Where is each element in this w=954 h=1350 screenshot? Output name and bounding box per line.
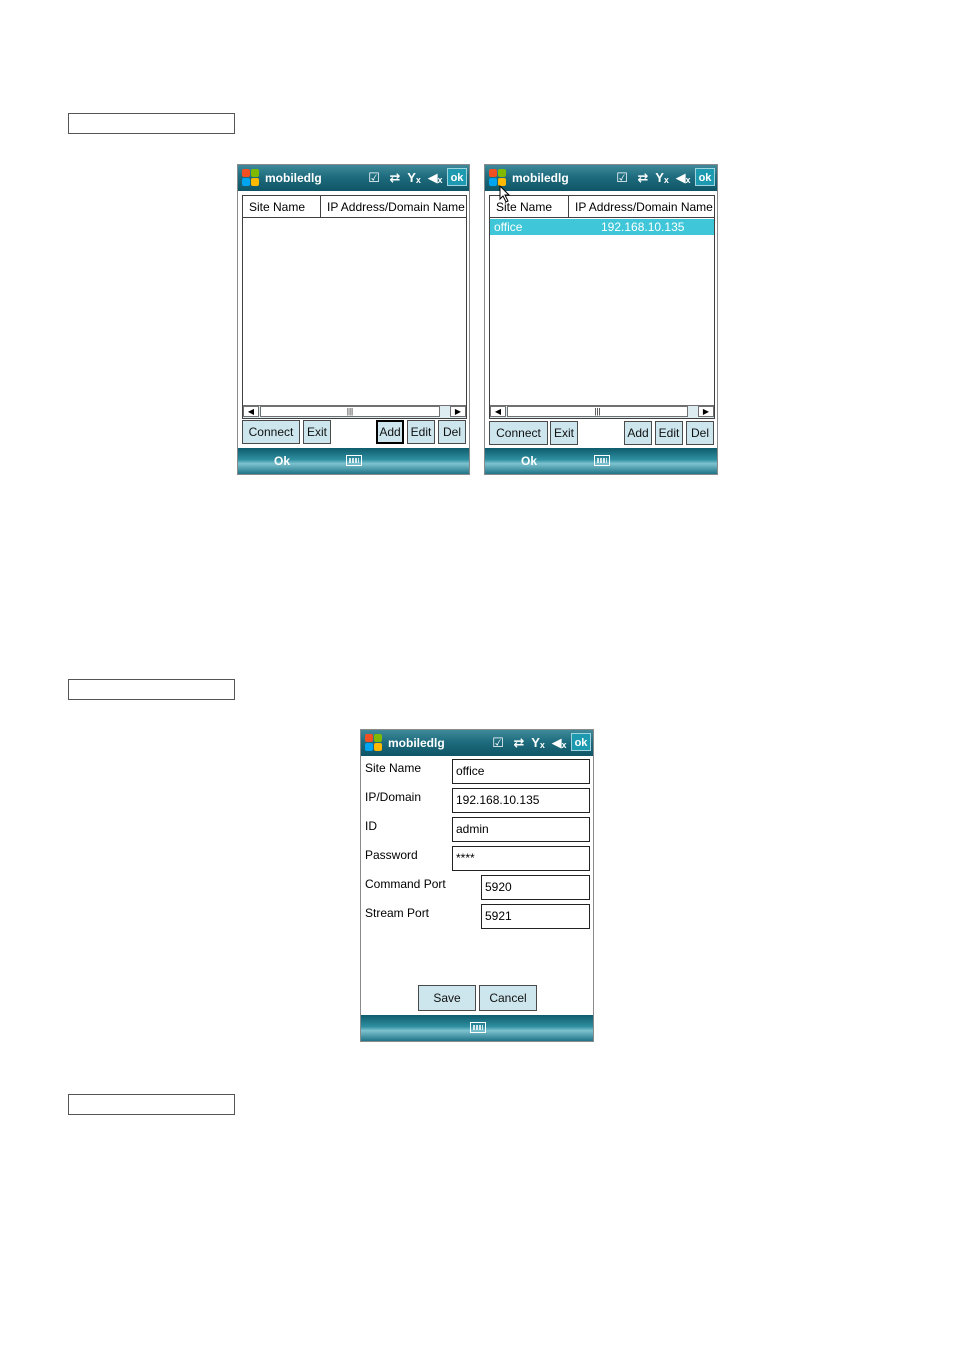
title-bar bbox=[485, 165, 717, 191]
title-bar bbox=[361, 730, 593, 756]
password-label: Password bbox=[365, 848, 418, 862]
volume-mute-icon: ◀ₓ bbox=[675, 170, 691, 185]
scroll-right-icon[interactable]: ▶ bbox=[450, 406, 466, 417]
connect-button[interactable]: Connect bbox=[242, 420, 300, 444]
windows-start-icon[interactable] bbox=[365, 734, 383, 752]
site-name-field[interactable]: office bbox=[452, 759, 590, 784]
column-header-site-name[interactable]: Site Name bbox=[490, 196, 569, 218]
phone-screen-site-form bbox=[360, 729, 594, 1042]
checklist-icon: ☑ bbox=[616, 170, 628, 185]
softkey-bar bbox=[238, 448, 469, 474]
scroll-left-icon[interactable]: ◀ bbox=[243, 406, 259, 417]
row-ip: 192.168.10.135 bbox=[601, 220, 685, 234]
softkey-bar bbox=[485, 448, 717, 474]
connectivity-icon: ⇄ bbox=[389, 170, 401, 185]
checklist-icon: ☑ bbox=[368, 170, 380, 185]
keyboard-icon[interactable] bbox=[470, 1022, 486, 1033]
connectivity-icon: ⇄ bbox=[513, 735, 525, 750]
del-button[interactable]: Del bbox=[438, 420, 466, 444]
ip-domain-field[interactable]: 192.168.10.135 bbox=[452, 788, 590, 813]
save-button[interactable]: Save bbox=[418, 985, 476, 1011]
ok-button[interactable]: ok bbox=[695, 168, 715, 186]
scroll-right-icon[interactable]: ▶ bbox=[698, 406, 714, 417]
mouse-cursor-icon bbox=[499, 185, 511, 203]
connectivity-icon: ⇄ bbox=[637, 170, 649, 185]
exit-button[interactable]: Exit bbox=[550, 421, 578, 445]
keyboard-icon[interactable] bbox=[346, 455, 362, 466]
signal-off-icon: Yₓ bbox=[655, 170, 669, 185]
phone-screen-site-list-empty bbox=[237, 164, 470, 475]
row-site-name: office bbox=[494, 220, 523, 234]
windows-start-icon[interactable] bbox=[242, 169, 260, 187]
edit-button[interactable]: Edit bbox=[655, 421, 683, 445]
checklist-icon: ☑ bbox=[492, 735, 504, 750]
edit-button[interactable]: Edit bbox=[407, 420, 435, 444]
stream-port-label: Stream Port bbox=[365, 906, 430, 920]
exit-button[interactable]: Exit bbox=[303, 420, 331, 444]
softkey-ok[interactable]: Ok bbox=[274, 454, 291, 468]
scroll-thumb[interactable]: ||| bbox=[507, 406, 688, 417]
app-title: mobiledlg bbox=[512, 171, 569, 185]
id-label: ID bbox=[365, 819, 377, 833]
del-button[interactable]: Del bbox=[686, 421, 714, 445]
softkey-bar bbox=[361, 1015, 593, 1041]
command-port-label: Command Port bbox=[365, 877, 446, 891]
connect-button[interactable]: Connect bbox=[489, 421, 548, 445]
app-title: mobiledlg bbox=[265, 171, 322, 185]
app-title: mobiledlg bbox=[388, 736, 445, 750]
volume-mute-icon: ◀ₓ bbox=[427, 170, 443, 185]
title-bar bbox=[238, 165, 469, 191]
horizontal-scrollbar[interactable] bbox=[243, 405, 466, 418]
volume-mute-icon: ◀ₓ bbox=[551, 735, 567, 750]
caption-box-1 bbox=[68, 113, 235, 134]
signal-off-icon: Yₓ bbox=[531, 735, 545, 750]
scroll-left-icon[interactable]: ◀ bbox=[490, 406, 506, 417]
caption-box-2 bbox=[68, 679, 235, 700]
site-list[interactable] bbox=[242, 195, 467, 419]
column-header-ip[interactable]: IP Address/Domain Name bbox=[321, 196, 467, 218]
list-item[interactable] bbox=[490, 219, 714, 235]
ok-button[interactable]: ok bbox=[447, 168, 467, 186]
scroll-thumb[interactable]: ||| bbox=[260, 406, 440, 417]
id-field[interactable]: admin bbox=[452, 817, 590, 842]
add-button[interactable]: Add bbox=[624, 421, 652, 445]
command-port-field[interactable]: 5920 bbox=[481, 875, 590, 900]
stream-port-field[interactable]: 5921 bbox=[481, 904, 590, 929]
ip-domain-label: IP/Domain bbox=[365, 790, 422, 804]
column-header-ip[interactable]: IP Address/Domain Name bbox=[569, 196, 715, 218]
site-name-label: Site Name bbox=[365, 761, 422, 775]
keyboard-icon[interactable] bbox=[594, 455, 610, 466]
password-field[interactable]: **** bbox=[452, 846, 590, 871]
ok-button[interactable]: ok bbox=[571, 733, 591, 751]
add-button[interactable]: Add bbox=[376, 420, 404, 444]
softkey-ok[interactable]: Ok bbox=[521, 454, 538, 468]
horizontal-scrollbar[interactable] bbox=[490, 405, 714, 418]
site-list[interactable] bbox=[489, 195, 715, 419]
signal-off-icon: Yₓ bbox=[407, 170, 421, 185]
phone-screen-site-list-selected bbox=[484, 164, 718, 475]
caption-box-3 bbox=[68, 1094, 235, 1115]
cancel-button[interactable]: Cancel bbox=[479, 985, 537, 1011]
column-header-site-name[interactable]: Site Name bbox=[243, 196, 321, 218]
